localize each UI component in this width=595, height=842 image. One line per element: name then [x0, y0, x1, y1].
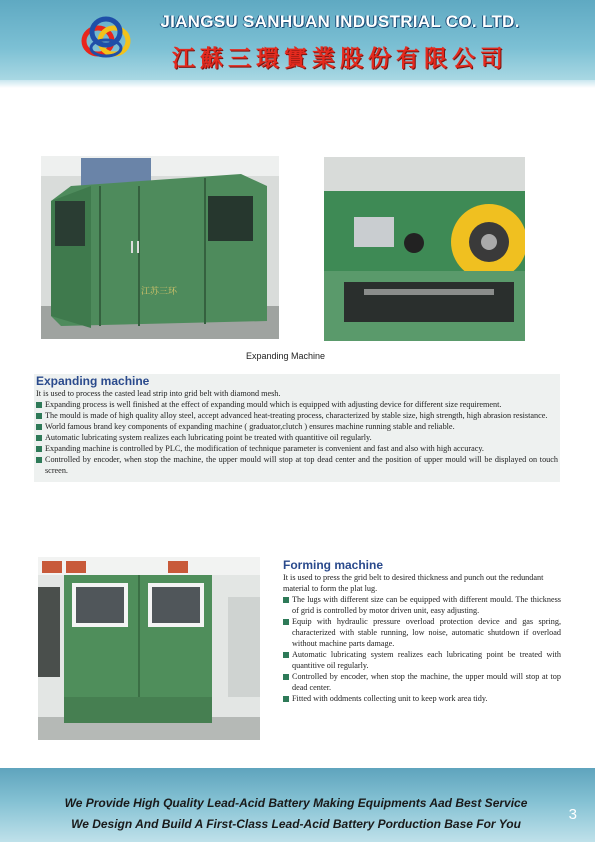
list-item: World famous brand key components of expanding machine ( graduator,clutch ) ensures machine running stable and reliable.: [36, 421, 558, 432]
page-header: [0, 0, 595, 80]
list-item: Expanding machine is controlled by PLC, the modification of technique parameter is convenient and fast and also with high accuracy.: [36, 443, 558, 454]
forming-machine-title: Forming machine: [283, 558, 384, 572]
page-number: 3: [568, 806, 577, 823]
expanding-machine-title: Expanding machine: [36, 374, 150, 388]
list-item: Expanding process is well finished at the effect of expanding mould which is equipped with adjusting device for different size requirement.: [36, 399, 558, 410]
footer-slogan-2: We Design And Build A First-Class Lead-Acid Battery Porduction Base For You: [71, 817, 521, 831]
list-item: The mould is made of high quality alloy steel, accept advanced heat-treating process, characterized by stable size, high strength, high abrasion resistance.: [36, 410, 558, 421]
expanding-machine-intro: It is used to process the casted lead strip into grid belt with diamond mesh.: [36, 389, 281, 398]
forming-machine-bullets: [283, 594, 561, 704]
company-name-chinese: 江蘇三環實業股份有限公司: [172, 45, 508, 72]
expanding-machine-caption: Expanding Machine: [246, 351, 326, 361]
company-name-english: JIANGSU SANHUAN INDUSTRIAL CO. LTD.: [160, 12, 520, 31]
expanding-machine-bullets: [36, 399, 558, 476]
three-rings-logo-icon: [76, 12, 136, 70]
expanding-machine-photo-right: [324, 157, 525, 341]
list-item: The lugs with different size can be equipped with different mould. The thickness of grid is controlled by motor driven unit, easy adjusting.: [283, 594, 561, 616]
list-item: Controlled by encoder, when stop the machine, the upper mould will stop at top dead center and the position of upper mould will be displayed on touch screen.: [36, 454, 558, 476]
list-item: Automatic lubricating system realizes each lubricating point be treated with quantitive oil regularly.: [283, 649, 561, 671]
forming-machine-photo: [38, 557, 260, 740]
list-item: Fitted with oddments collecting unit to keep work area tidy.: [283, 693, 561, 704]
expanding-machine-photo-left: [41, 156, 279, 339]
footer-slogan-1: We Provide High Quality Lead-Acid Battery Making Equipments Aad Best Service: [64, 796, 528, 810]
machine-brand-mark: 江苏三环: [141, 287, 178, 297]
page-footer: [0, 768, 595, 842]
list-item: Controlled by encoder, when stop the machine, the upper mould will stop at top dead center.: [283, 671, 561, 693]
list-item: Equip with hydraulic pressure overload protection device and gas spring, characterized with stable running, low noise, automatic shutdown if overload without machine parts damage.: [283, 616, 561, 649]
header-divider: [0, 80, 595, 88]
expanding-machine-section: [34, 374, 560, 482]
forming-machine-section: [283, 558, 561, 704]
list-item: Automatic lubricating system realizes each lubricating point be treated with quantitive oil regularly.: [36, 432, 558, 443]
forming-machine-intro: It is used to press the grid belt to desired thickness and punch out the redundant material to form the plat lug.: [283, 573, 544, 593]
